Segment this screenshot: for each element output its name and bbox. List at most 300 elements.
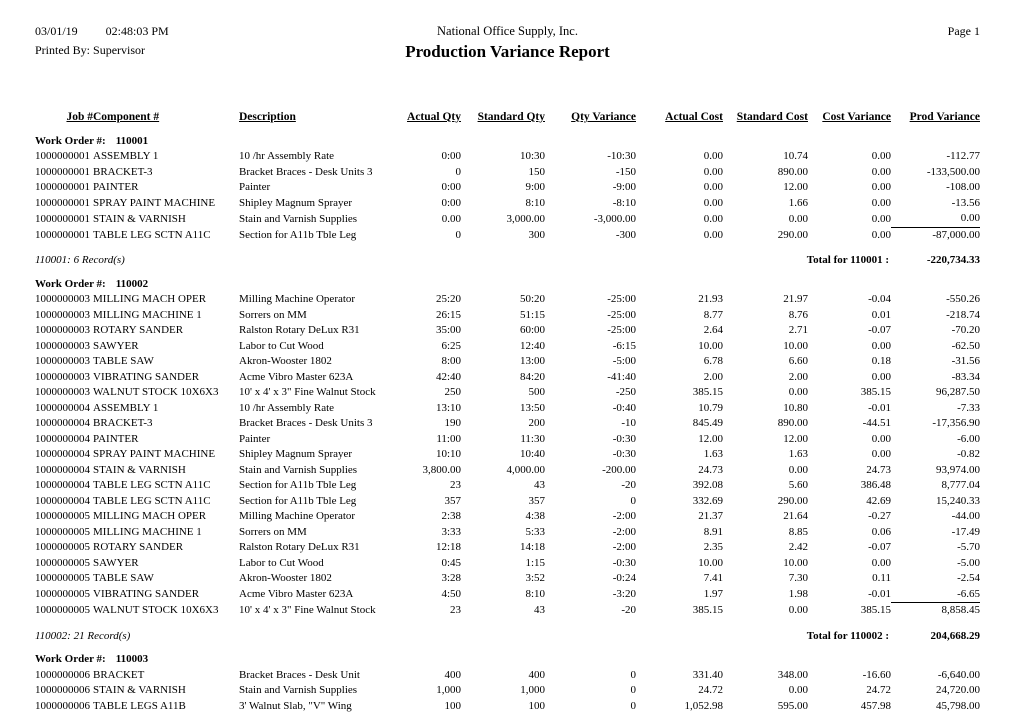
cell-actual-qty: 400 [444, 668, 461, 681]
date-time-line [35, 22, 270, 41]
cell-prod-variance: -83.34 [951, 370, 980, 383]
report-header [35, 22, 980, 64]
cell-prod-variance: -5.70 [957, 541, 980, 553]
cell-job: 1000000004 [35, 401, 90, 414]
cell-description: Bracket Braces - Desk Units 3 [239, 417, 373, 429]
cell-job: 1000000001 [35, 228, 90, 241]
column-header-prod-variance: Prod Variance [909, 111, 980, 123]
cell-description: Painter [239, 432, 271, 445]
report-row [35, 540, 980, 556]
cell-component: TABLE LEG SCTN A11C [93, 479, 211, 491]
report-row [35, 227, 980, 243]
report-row [35, 165, 980, 181]
cell-standard-qty: 150 [528, 165, 545, 178]
cell-job: 1000000001 [35, 150, 90, 162]
cell-standard-cost: 1.98 [788, 588, 808, 600]
cell-actual-cost: 21.37 [698, 510, 723, 522]
cell-prod-variance: -112.77 [946, 150, 980, 162]
cell-standard-qty: 3,000.00 [506, 212, 545, 225]
cell-standard-qty: 5:33 [525, 525, 545, 538]
group-summary-row [35, 619, 980, 645]
cell-component: MILLING MACHINE 1 [93, 308, 202, 321]
cell-cost-variance: 385.15 [860, 386, 891, 398]
cell-prod-variance: 15,240.33 [936, 494, 980, 507]
cell-standard-cost: 6.60 [788, 355, 808, 367]
cell-standard-qty: 4:38 [525, 510, 545, 522]
cell-standard-cost: 8.85 [788, 525, 808, 538]
cell-description: Akron-Wooster 1802 [239, 355, 332, 367]
cell-qty-variance: 0 [630, 494, 636, 507]
cell-cost-variance: 0.00 [871, 212, 891, 225]
work-order-number: 110001 [115, 134, 149, 147]
cell-standard-cost: 21.64 [783, 510, 808, 522]
report-row [35, 463, 980, 479]
report-row [35, 370, 980, 386]
print-info [35, 22, 270, 60]
cell-description: Ralston Rotary DeLux R31 [239, 541, 360, 553]
cell-job: 1000000004 [35, 494, 90, 507]
cell-actual-cost: 1.97 [703, 588, 723, 600]
cell-job: 1000000004 [35, 479, 90, 491]
cell-standard-qty: 400 [528, 668, 545, 681]
cell-actual-cost: 2.00 [703, 370, 723, 383]
cell-prod-variance: -6.65 [957, 587, 980, 600]
cell-qty-variance: -0:40 [612, 401, 636, 414]
cell-job: 1000000004 [35, 432, 90, 445]
report-row [35, 323, 980, 339]
cell-actual-cost: 331.40 [692, 668, 723, 681]
cell-description: 10' x 4' x 3" Fine Walnut Stock [239, 386, 376, 398]
cell-standard-cost: 2.71 [788, 324, 808, 336]
cell-component: ROTARY SANDER [93, 541, 184, 553]
column-header-actual-qty: Actual Qty [407, 111, 461, 123]
cell-actual-qty: 0:00 [441, 196, 461, 209]
cell-standard-cost: 7.30 [788, 572, 808, 584]
cell-cost-variance: 0.00 [871, 448, 891, 460]
cell-actual-qty: 23 [450, 479, 461, 491]
cell-qty-variance: -25:00 [607, 293, 636, 305]
cell-qty-variance: -2:00 [612, 510, 636, 522]
cell-prod-variance: -0.82 [957, 448, 980, 460]
report-row [35, 668, 980, 684]
cell-component: MILLING MACHINE 1 [93, 525, 202, 538]
cell-qty-variance: -9:00 [612, 181, 636, 193]
cell-qty-variance: -3:20 [612, 588, 636, 600]
cell-actual-cost: 1.63 [703, 448, 723, 460]
cell-standard-qty: 8:10 [525, 196, 545, 209]
cell-qty-variance: -200.00 [602, 463, 636, 476]
cell-cost-variance: 457.98 [860, 699, 891, 712]
cell-component: STAIN & VARNISH [93, 212, 186, 225]
cell-standard-cost: 890.00 [777, 165, 808, 178]
cell-component: WALNUT STOCK 10X6X3 [93, 386, 219, 398]
cell-component: SPRAY PAINT MACHINE [93, 448, 216, 460]
cell-job: 1000000001 [35, 212, 90, 225]
cell-standard-cost: 12.00 [783, 181, 808, 193]
cell-qty-variance: -10:30 [607, 150, 636, 162]
cell-standard-qty: 3:52 [525, 572, 545, 584]
cell-actual-cost: 0.00 [703, 150, 723, 162]
cell-actual-qty: 6:25 [441, 339, 461, 352]
cell-component: TABLE LEG SCTN A11C [93, 494, 211, 507]
cell-actual-qty: 0:45 [441, 556, 461, 569]
cell-job: 1000000003 [35, 293, 90, 305]
cell-actual-qty: 3:28 [441, 572, 461, 584]
cell-standard-cost: 290.00 [777, 494, 808, 507]
report-row [35, 556, 980, 572]
report-row [35, 683, 980, 699]
cell-standard-cost: 0.00 [788, 604, 808, 616]
cell-component: PAINTER [93, 181, 139, 193]
column-header-qty-variance: Qty Variance [571, 111, 636, 123]
records-note: 110001: 6 Record(s) [35, 254, 125, 266]
cell-description: Shipley Magnum Sprayer [239, 196, 353, 209]
cell-cost-variance: 0.01 [871, 308, 891, 321]
cell-job: 1000000005 [35, 572, 90, 584]
cell-prod-variance: -44.00 [951, 510, 980, 522]
cell-standard-cost: 12.00 [783, 432, 808, 445]
cell-standard-qty: 10:40 [519, 448, 545, 460]
cell-actual-qty: 250 [444, 386, 461, 398]
cell-prod-variance: -133,500.00 [926, 165, 980, 178]
printed-by-line [35, 41, 270, 60]
cell-cost-variance: -16.60 [862, 668, 891, 681]
cell-qty-variance: -8:10 [612, 196, 636, 209]
cell-job: 1000000003 [35, 308, 90, 321]
work-order-row [35, 269, 980, 293]
cell-actual-cost: 24.73 [698, 463, 723, 476]
cell-description: Labor to Cut Wood [239, 339, 324, 352]
cell-prod-variance: -17,356.90 [932, 417, 980, 429]
cell-qty-variance: 0 [630, 699, 636, 712]
column-header-row [35, 110, 980, 126]
cell-prod-variance: -70.20 [951, 324, 980, 336]
cell-actual-cost: 0.00 [703, 181, 723, 193]
cell-actual-qty: 8:00 [441, 355, 461, 367]
cell-actual-qty: 0:00 [441, 150, 461, 162]
group-total-label: Total for 110001 : [806, 254, 889, 266]
cell-prod-variance: -6.00 [957, 432, 980, 445]
cell-standard-qty: 10:30 [519, 150, 545, 162]
cell-description: Section for A11b Tble Leg [239, 479, 357, 491]
cell-job: 1000000005 [35, 556, 90, 569]
cell-component: VIBRATING SANDER [93, 588, 200, 600]
cell-component: TABLE SAW [93, 572, 154, 584]
cell-prod-variance: -2.54 [957, 572, 980, 584]
cell-cost-variance: -0.01 [868, 588, 891, 600]
cell-job: 1000000003 [35, 339, 90, 352]
cell-actual-qty: 35:00 [435, 324, 461, 336]
cell-description: Painter [239, 181, 271, 193]
cell-actual-cost: 8.91 [703, 525, 723, 538]
cell-standard-cost: 10.00 [783, 339, 808, 352]
work-order-label: Work Order #: [35, 277, 106, 290]
report-row [35, 196, 980, 212]
cell-component: BRACKET [93, 668, 145, 681]
cell-prod-variance: -87,000.00 [891, 227, 980, 243]
cell-actual-qty: 3:33 [441, 525, 461, 538]
cell-prod-variance: -108.00 [946, 181, 980, 193]
cell-component: STAIN & VARNISH [93, 684, 186, 696]
cell-job: 1000000005 [35, 525, 90, 538]
cell-standard-cost: 1.66 [788, 196, 808, 209]
cell-cost-variance: -0.01 [868, 401, 891, 414]
cell-job: 1000000005 [35, 588, 90, 600]
report-row [35, 401, 980, 417]
column-header-description: Description [239, 111, 296, 123]
cell-job: 1000000006 [35, 668, 90, 681]
cell-standard-qty: 13:50 [519, 401, 545, 414]
cell-component: BRACKET-3 [93, 165, 153, 178]
cell-qty-variance: -250 [615, 386, 636, 398]
cell-job: 1000000006 [35, 684, 90, 696]
cell-actual-cost: 1,052.98 [684, 699, 723, 712]
cell-cost-variance: 386.48 [860, 479, 891, 491]
cell-actual-cost: 10.79 [698, 401, 723, 414]
cell-standard-cost: 595.00 [777, 699, 808, 712]
cell-job: 1000000003 [35, 355, 90, 367]
cell-prod-variance: -13.56 [951, 196, 980, 209]
cell-actual-qty: 4:50 [441, 588, 461, 600]
cell-standard-qty: 200 [528, 417, 545, 429]
cell-actual-qty: 26:15 [435, 308, 461, 321]
cell-standard-cost: 5.60 [788, 479, 808, 491]
cell-qty-variance: -0:30 [612, 432, 636, 445]
cell-standard-qty: 13:00 [519, 355, 545, 367]
cell-cost-variance: 0.00 [871, 181, 891, 193]
cell-actual-cost: 385.15 [692, 604, 723, 616]
cell-standard-qty: 84:20 [519, 370, 545, 383]
cell-component: STAIN & VARNISH [93, 463, 186, 476]
cell-description: Section for A11b Tble Leg [239, 228, 357, 241]
cell-component: SPRAY PAINT MACHINE [93, 196, 216, 209]
page-title: Production Variance Report [405, 42, 610, 61]
cell-description: Sorrers on MM [239, 525, 307, 538]
cell-qty-variance: -0:30 [612, 448, 636, 460]
cell-description: Bracket Braces - Desk Unit [239, 668, 360, 681]
title-block [270, 22, 745, 64]
cell-standard-cost: 2.42 [788, 541, 808, 553]
cell-cost-variance: 24.73 [866, 463, 891, 476]
report-row [35, 149, 980, 165]
cell-actual-cost: 10.00 [698, 556, 723, 569]
cell-qty-variance: 0 [630, 668, 636, 681]
cell-description: 10' x 4' x 3" Fine Walnut Stock [239, 604, 376, 616]
report-row [35, 447, 980, 463]
cell-cost-variance: 0.00 [871, 556, 891, 569]
cell-cost-variance: 24.72 [866, 684, 891, 696]
cell-standard-qty: 14:18 [519, 541, 545, 553]
cell-qty-variance: -6:15 [612, 339, 636, 352]
cell-standard-cost: 2.00 [788, 370, 808, 383]
cell-job: 1000000003 [35, 386, 90, 398]
cell-description: 10 /hr Assembly Rate [239, 150, 335, 162]
printed-by-value: Supervisor [93, 43, 146, 57]
cell-job: 1000000003 [35, 324, 90, 336]
report-row [35, 354, 980, 370]
cell-component: ASSEMBLY 1 [93, 401, 159, 414]
report-row [35, 432, 980, 448]
cell-description: Ralston Rotary DeLux R31 [239, 324, 360, 336]
cell-cost-variance: -0.07 [868, 541, 891, 553]
print-time: 02:48:03 PM [105, 24, 169, 38]
cell-standard-qty: 100 [528, 699, 545, 712]
cell-component: PAINTER [93, 432, 139, 445]
report-body [35, 126, 980, 715]
cell-qty-variance: -2:00 [612, 541, 636, 553]
cell-actual-qty: 100 [444, 699, 461, 712]
cell-cost-variance: 0.00 [871, 432, 891, 445]
report-row [35, 571, 980, 587]
cell-qty-variance: -3,000.00 [593, 212, 636, 225]
variance-report-table [35, 110, 980, 714]
cell-component: TABLE LEG SCTN A11C [93, 228, 211, 241]
cell-job: 1000000004 [35, 463, 90, 476]
group-total-value: 204,668.29 [930, 629, 980, 642]
cell-actual-cost: 2.64 [703, 324, 723, 336]
cell-qty-variance: -41:40 [607, 370, 636, 383]
cell-description: Akron-Wooster 1802 [239, 572, 332, 584]
cell-standard-qty: 4,000.00 [506, 463, 545, 476]
work-order-label: Work Order #: [35, 134, 106, 147]
cell-qty-variance: -25:00 [607, 308, 636, 321]
cell-description: Sorrers on MM [239, 308, 307, 321]
cell-prod-variance: 96,287.50 [936, 386, 980, 398]
cell-qty-variance: -5:00 [612, 355, 636, 367]
cell-standard-qty: 500 [528, 386, 545, 398]
cell-cost-variance: -0.27 [868, 510, 891, 522]
cell-actual-qty: 13:10 [435, 401, 461, 414]
cell-description: Stain and Varnish Supplies [239, 684, 358, 696]
cell-standard-cost: 0.00 [788, 684, 808, 696]
cell-prod-variance: 93,974.00 [936, 463, 980, 476]
cell-cost-variance: 0.06 [871, 525, 891, 538]
cell-job: 1000000001 [35, 165, 90, 178]
cell-standard-cost: 21.97 [783, 293, 808, 305]
cell-standard-cost: 0.00 [788, 386, 808, 398]
cell-prod-variance: 45,798.00 [936, 699, 980, 712]
company-name: National Office Supply, Inc. [437, 24, 578, 38]
cell-job: 1000000001 [35, 196, 90, 209]
cell-standard-cost: 10.74 [783, 150, 808, 162]
cell-description: Stain and Varnish Supplies [239, 212, 358, 225]
cell-component: ROTARY SANDER [93, 324, 184, 336]
cell-component: SAWYER [93, 339, 139, 352]
cell-description: Milling Machine Operator [239, 510, 356, 522]
cell-actual-qty: 0 [455, 165, 461, 178]
cell-actual-qty: 190 [444, 417, 461, 429]
cell-actual-cost: 392.08 [692, 479, 723, 491]
column-header-actual-cost: Actual Cost [665, 111, 723, 123]
cell-standard-qty: 60:00 [519, 324, 545, 336]
cell-standard-cost: 290.00 [777, 228, 808, 241]
column-header-standard-cost: Standard Cost [736, 111, 808, 123]
report-row [35, 603, 980, 619]
cell-actual-cost: 12.00 [698, 432, 723, 445]
cell-standard-cost: 10.00 [783, 556, 808, 569]
cell-job: 1000000003 [35, 370, 90, 383]
cell-component: BRACKET-3 [93, 417, 153, 429]
report-row [35, 525, 980, 541]
cell-actual-qty: 0 [455, 228, 461, 241]
cell-prod-variance: -62.50 [951, 339, 980, 352]
cell-standard-cost: 10.80 [783, 401, 808, 414]
cell-standard-qty: 11:30 [520, 432, 545, 445]
column-header-job: Job # [66, 111, 93, 123]
cell-component: TABLE LEGS A11B [93, 699, 186, 712]
cell-job: 1000000005 [35, 541, 90, 553]
cell-actual-qty: 0:00 [441, 181, 461, 193]
cell-cost-variance: -0.07 [868, 324, 891, 336]
cell-cost-variance: 0.00 [871, 228, 891, 241]
cell-cost-variance: -0.04 [868, 293, 891, 305]
cell-standard-cost: 348.00 [777, 668, 808, 681]
cell-standard-qty: 8:10 [525, 588, 545, 600]
cell-prod-variance: -5.00 [957, 556, 980, 569]
work-order-number: 110003 [115, 653, 149, 665]
cell-standard-cost: 0.00 [788, 212, 808, 225]
cell-standard-qty: 43 [534, 604, 545, 616]
cell-standard-qty: 357 [528, 494, 545, 507]
work-order-row [35, 126, 980, 150]
cell-description: 10 /hr Assembly Rate [239, 401, 335, 414]
cell-actual-cost: 332.69 [692, 494, 723, 507]
cell-actual-cost: 0.00 [703, 228, 723, 241]
cell-cost-variance: -44.51 [862, 417, 891, 429]
cell-actual-qty: 11:00 [436, 432, 461, 445]
cell-qty-variance: -20 [621, 479, 636, 491]
cell-prod-variance: -6,640.00 [937, 668, 980, 681]
report-row [35, 180, 980, 196]
cell-actual-cost: 845.49 [692, 417, 723, 429]
cell-qty-variance: -150 [615, 165, 636, 178]
cell-description: 3' Walnut Slab, "V" Wing [239, 699, 352, 712]
cell-cost-variance: 0.18 [871, 355, 891, 367]
cell-prod-variance: 24,720.00 [936, 684, 980, 696]
cell-actual-qty: 3,800.00 [422, 463, 461, 476]
report-row [35, 385, 980, 401]
printed-by-label: Printed By: [35, 43, 91, 57]
cell-description: Section for A11b Tble Leg [239, 494, 357, 507]
cell-qty-variance: -10 [621, 417, 636, 429]
cell-standard-cost: 8.76 [788, 308, 808, 321]
report-row [35, 211, 980, 227]
group-total-label: Total for 110002 : [806, 629, 889, 642]
cell-standard-qty: 1:15 [525, 556, 545, 569]
cell-standard-cost: 0.00 [788, 463, 808, 476]
report-row [35, 478, 980, 494]
cell-actual-cost: 0.00 [703, 165, 723, 178]
cell-qty-variance: -2:00 [612, 525, 636, 538]
cell-qty-variance: -0:30 [612, 556, 636, 569]
cell-component: VIBRATING SANDER [93, 370, 200, 383]
cell-description: Shipley Magnum Sprayer [239, 448, 353, 460]
column-header-standard-qty: Standard Qty [477, 111, 545, 123]
cell-prod-variance: -218.74 [946, 308, 980, 321]
cell-cost-variance: 0.00 [871, 150, 891, 162]
cell-cost-variance: 0.00 [871, 339, 891, 352]
cell-actual-cost: 24.72 [698, 684, 723, 696]
cell-actual-cost: 8.77 [703, 308, 723, 321]
cell-job: 1000000006 [35, 699, 90, 712]
cell-cost-variance: 42.69 [866, 494, 891, 507]
cell-prod-variance: -550.26 [946, 293, 980, 305]
cell-actual-cost: 385.15 [692, 386, 723, 398]
cell-qty-variance: 0 [630, 684, 636, 696]
cell-description: Acme Vibro Master 623A [239, 370, 354, 383]
records-note: 110002: 21 Record(s) [35, 629, 131, 642]
cell-actual-qty: 10:10 [435, 448, 461, 460]
